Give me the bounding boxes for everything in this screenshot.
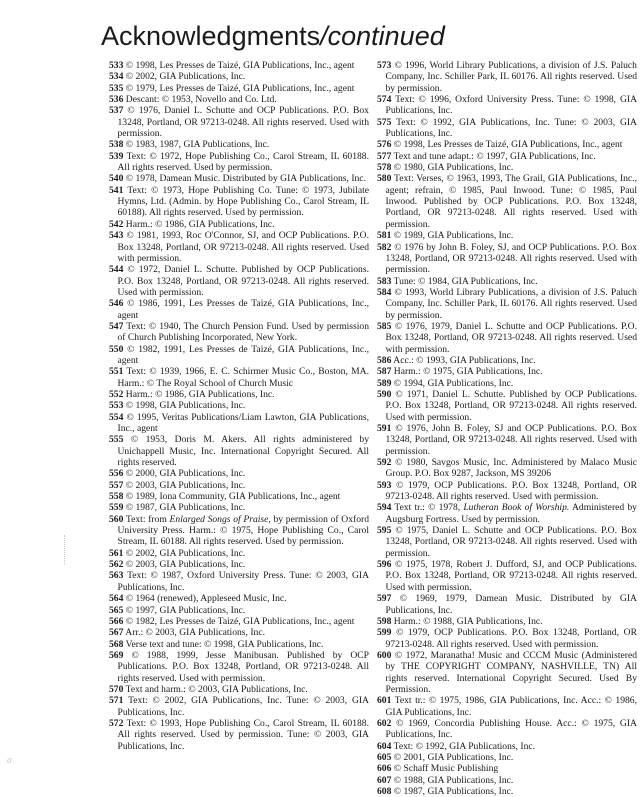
entry-text: © 2002, GIA Publications, Inc. — [125, 71, 246, 83]
acknowledgment-entry — [377, 627, 637, 650]
acknowledgment-entry — [109, 321, 369, 344]
entry-number: 559 — [109, 502, 124, 514]
entry-number: 568 — [109, 638, 124, 650]
entry-number: 536 — [109, 94, 124, 106]
entry-number: 543 — [109, 230, 124, 242]
title-main: Acknowledgments — [101, 21, 321, 51]
entry-text: Text and tune adapt.: © 1997, GIA Publications, Inc. — [393, 150, 596, 162]
entry-text: © 1972, Maranatha! Music and CCCM Music (Administered by THE COPYRIGHT COMPANY, NASHVILLE, TN) All rights reserved. International Copyright Secured. Used By Permission. — [385, 649, 637, 695]
entry-text-pre: Text: from — [125, 513, 170, 525]
entry-number: 553 — [109, 400, 124, 412]
entry-number: 597 — [377, 593, 392, 605]
entry-number: 577 — [377, 150, 392, 162]
entry-text: © 1989, GIA Publications, Inc. — [393, 230, 514, 242]
acknowledgment-entry — [109, 684, 369, 695]
entry-text: © Schaff Music Publishing — [393, 763, 499, 775]
acknowledgment-entry — [109, 559, 369, 570]
acknowledgment-entry — [109, 230, 369, 264]
entry-number: 533 — [109, 60, 124, 71]
entry-text: © 1987, GIA Publications, Inc. — [125, 502, 246, 514]
entry-text: © 1976, 1979, Daniel L. Schutte and OCP Publications. P.O. Box 13248, Portland, OR 97213-0248. All rights reserved. Used with permission. — [385, 320, 637, 355]
acknowledgment-entry — [109, 94, 369, 105]
entry-number: 556 — [109, 468, 124, 480]
acknowledgment-entry — [109, 593, 369, 604]
entry-text-pre: Text tr.: © 1978, — [394, 502, 464, 514]
acknowledgment-entry — [377, 151, 637, 162]
entry-number: 547 — [109, 320, 124, 332]
entry-number: 593 — [377, 479, 392, 491]
entry-text: Text: © 1973, Hope Publishing Co. Tune: © 1973, Jubilate Hymns, Ltd. (Admin. by Hope Publishing Co., Carol Stream, IL 60188). All rights reserved. Used by permission. — [117, 184, 369, 219]
entry-text: © 1980, Savgos Music, Inc. Administered by Malaco Music Group. P.O. Box 9287, Jackson, MS 39206 — [385, 457, 637, 480]
entry-number: 599 — [377, 627, 392, 639]
acknowledgment-entry — [109, 389, 369, 400]
entry-number: 544 — [109, 264, 124, 276]
acknowledgment-entry — [109, 627, 369, 638]
entry-number: 534 — [109, 71, 124, 83]
acknowledgment-entry — [377, 616, 637, 627]
acknowledgment-entry — [377, 695, 637, 718]
acknowledgment-entry — [109, 468, 369, 479]
acknowledgment-entry — [377, 378, 637, 389]
entry-text: © 1982, 1991, Les Presses de Taizé, GIA Publications, Inc., agent — [117, 343, 369, 366]
entry-text: © 1982, Les Presses de Taizé, GIA Publications, Inc., agent — [125, 615, 355, 627]
entry-number: 601 — [377, 695, 392, 707]
entry-text: © 1980, GIA Publications, Inc. — [393, 162, 514, 174]
entry-text: © 2003, GIA Publications, Inc. — [125, 559, 246, 571]
entry-text: © 1976, John B. Foley, SJ and OCP Publications. P.O. Box 13248, Portland, OR 97213-0248. All rights reserved. Used with permission. — [385, 423, 637, 457]
entry-number: 583 — [377, 275, 392, 287]
entry-text: Text tr.: © 1975, 1986, GIA Publications, Inc. Acc.: © 1986, GIA Publications, Inc. — [385, 695, 637, 718]
acknowledgment-entry — [377, 559, 637, 593]
entry-number: 573 — [377, 60, 392, 71]
acknowledgment-entry — [377, 173, 637, 230]
acknowledgment-entry — [109, 480, 369, 491]
acknowledgment-entry — [109, 695, 369, 718]
acknowledgment-entry — [377, 457, 637, 480]
entry-number: 574 — [377, 94, 392, 106]
entry-text: © 1969, Concordia Publishing House. Acc.: © 1975, GIA Publications, Inc. — [385, 717, 637, 741]
entry-text: © 1976 by John B. Foley, SJ, and OCP Publications. P.O. Box 13248, Portland, OR 97213-0248. All rights reserved. Used with permission. — [385, 241, 637, 276]
acknowledgment-entry — [109, 491, 369, 502]
acknowledgment-entry — [109, 400, 369, 411]
acknowledgment-entry — [377, 60, 637, 94]
entry-number: 590 — [377, 388, 392, 400]
entry-number: 575 — [377, 116, 392, 128]
acknowledgment-entry — [377, 230, 637, 241]
entry-number: 554 — [109, 411, 124, 423]
entry-title-italic: Lutheran Book of Worship. — [463, 502, 570, 514]
entry-number: 541 — [109, 184, 124, 196]
entry-number: 576 — [377, 139, 392, 151]
acknowledgment-entry — [109, 639, 369, 650]
acknowledgment-entry — [377, 775, 637, 786]
entry-text: © 1998, Les Presses de Taizé, GIA Publications, Inc., agent — [393, 139, 623, 151]
acknowledgment-entry — [377, 763, 637, 774]
acknowledgment-entry — [377, 593, 637, 616]
entry-text: © 2003, GIA Publications, Inc. — [125, 479, 246, 491]
acknowledgment-entry — [109, 344, 369, 367]
entry-title-italic: Enlarged Songs of Praise, — [169, 513, 271, 525]
acknowledgment-entry — [109, 548, 369, 559]
page-title — [101, 20, 445, 52]
entry-number: 581 — [377, 230, 392, 242]
entry-number: 537 — [109, 105, 124, 117]
entry-number: 580 — [377, 173, 392, 185]
entry-text: Descant: © 1953, Novello and Co. Ltd. — [125, 94, 277, 106]
acknowledgment-entry — [377, 752, 637, 763]
title-continued: /continued — [320, 21, 445, 51]
entry-text: © 1979, Les Presses de Taizé, GIA Publications, Inc., agent — [125, 82, 355, 94]
entry-text: © 1972, Daniel L. Schutte. Published by OCP Publications. P.O. Box 13248, Portland, OR 97213-0248. All rights reserved. Used with permission. — [117, 264, 369, 298]
entry-text: © 1997, GIA Publications, Inc. — [125, 604, 246, 616]
entry-number: 586 — [377, 354, 392, 366]
entry-number: 607 — [377, 774, 392, 786]
entry-number: 551 — [109, 366, 124, 378]
entry-number: 602 — [377, 717, 392, 729]
acknowledgment-entry — [377, 650, 637, 695]
acknowledgment-entry — [377, 741, 637, 752]
entry-text: Arr.: © 2003, GIA Publications, Inc. — [125, 627, 265, 639]
entry-number: 563 — [109, 570, 124, 582]
entry-number: 540 — [109, 173, 124, 185]
gutter-mark — [64, 535, 66, 565]
entry-text: © 1975, 1978, Robert J. Dufford, SJ, and OCP Publications. P.O. Box 13248, Portland, OR 97213-0248. All rights reserved. Used with permission. — [385, 559, 637, 593]
entry-text: Text: © 1939, 1966, E. C. Schirmer Music Co., Boston, MA. Harm.: © The Royal School of Church Music — [117, 366, 369, 389]
entry-text: Text: Verses, © 1963, 1993, The Grail, GIA Publications, Inc., agent; refrain, © 1985, Paul Inwood. Tune: © 1985, Paul Inwood. Published by OCP Publications. P.O. Box 13248, Portland, OR 97213-0248. All rights reserved. Used with permission. — [385, 173, 637, 230]
entry-text: © 1979, OCP Publications. P.O. Box 13248, Portland, OR 97213-0248. All rights reserved. Used with permission. — [385, 479, 637, 503]
entry-number: 598 — [377, 615, 392, 627]
entry-text: Text: © 1987, Oxford University Press. Tune: © 2003, GIA Publications, Inc. — [117, 570, 369, 593]
entry-text: Harm.: © 1986, GIA Publications, Inc. — [125, 388, 275, 400]
entry-text: Harm.: © 1975, GIA Publications, Inc. — [393, 366, 543, 378]
acknowledgment-entry — [377, 139, 637, 150]
acknowledgment-entry — [377, 242, 637, 276]
entry-number: 587 — [377, 366, 392, 378]
entry-text: © 2000, GIA Publications, Inc. — [125, 468, 246, 480]
acknowledgment-entry — [109, 502, 369, 513]
acknowledgment-entry — [109, 514, 369, 548]
acknowledgment-entry — [109, 139, 369, 150]
entry-number: 546 — [109, 298, 124, 310]
entry-number: 535 — [109, 82, 124, 94]
entry-number: 564 — [109, 593, 124, 605]
entry-text: © 1979, OCP Publications. P.O. Box 13248, Portland, OR 97213-0248. All rights reserved. Used with permission. — [385, 627, 637, 650]
entry-text: Text: © 1992, GIA Publications, Inc. Tune: © 2003, GIA Publications, Inc. — [385, 116, 637, 140]
entry-number: 589 — [377, 377, 392, 389]
entry-text: © 1988, 1999, Jesse Manibusan. Published by OCP Publications. P.O. Box 13248, Portland, OR 97213-0248. All rights reserved. Used with permission. — [117, 649, 369, 684]
acknowledgment-entry — [109, 83, 369, 94]
entry-text: Text: © 1972, Hope Publishing Co., Carol Stream, IL 60188. All rights reserved. Used by permission. — [117, 150, 369, 174]
entry-number: 538 — [109, 139, 124, 151]
acknowledgment-entry — [109, 366, 369, 389]
entry-number: 585 — [377, 320, 392, 332]
entry-text: © 2001, GIA Publications, Inc. — [393, 751, 514, 763]
entry-text: Text: © 2002, GIA Publications, Inc. Tune: © 2003, GIA Publications, Inc. — [117, 695, 369, 718]
acknowledgment-entry — [109, 173, 369, 184]
entry-number: 606 — [377, 763, 392, 775]
entry-number: 557 — [109, 479, 124, 491]
acknowledgment-entry — [109, 298, 369, 321]
entry-text: Harm.: © 1986, GIA Publications, Inc. — [125, 218, 275, 230]
entry-number: 558 — [109, 491, 124, 503]
acknowledgment-entry — [109, 71, 369, 82]
acknowledgment-entry — [377, 389, 637, 423]
entry-text: Text: © 1940, The Church Pension Fund. Used by permission of Church Publishing Incorporated, New York. — [117, 320, 369, 344]
acknowledgment-entry — [109, 60, 369, 71]
entry-number: 596 — [377, 559, 392, 571]
acknowledgment-entry — [109, 616, 369, 627]
acknowledgment-entry — [377, 366, 637, 377]
entry-text: © 2002, GIA Publications, Inc. — [125, 547, 246, 559]
corner-mark: σ — [7, 755, 12, 765]
entry-number: 562 — [109, 559, 124, 571]
entry-text: © 1978, Damean Music. Distributed by GIA Publications, Inc. — [125, 173, 366, 185]
acknowledgment-entry — [109, 605, 369, 616]
entry-text: © 1976, Daniel L. Schutte and OCP Publications. P.O. Box 13248, Portland, OR 97213-0248. All rights reserved. Used with permission. — [117, 105, 369, 140]
entry-text: © 1993, World Library Publications, a division of J.S. Paluch Company, Inc. Schiller Park, IL 60176. All rights reserved. Used by permission. — [385, 286, 637, 321]
entry-number: 594 — [377, 502, 392, 514]
entry-text: Text and harm.: © 2003, GIA Publications, Inc. — [125, 683, 308, 695]
entry-number: 555 — [109, 434, 124, 446]
acknowledgment-entry — [377, 480, 637, 503]
entry-number: 600 — [377, 649, 392, 661]
acknowledgment-entry — [109, 650, 369, 684]
entry-number: 561 — [109, 547, 124, 559]
entry-number: 571 — [109, 695, 124, 707]
acknowledgment-entry — [109, 185, 369, 219]
entry-number: 566 — [109, 615, 124, 627]
entry-number: 592 — [377, 457, 392, 469]
entry-text: © 1998, Les Presses de Taizé, GIA Publications, Inc., agent — [125, 60, 355, 71]
acknowledgment-entry — [109, 412, 369, 435]
entry-text: Text: © 1993, Hope Publishing Co., Carol Stream, IL 60188. All rights reserved. Used by permission. Tune: © 2003, GIA Publications, Inc. — [117, 717, 369, 752]
acknowledgment-entry — [377, 276, 637, 287]
entry-text: Tune: © 1984, GIA Publications, Inc. — [393, 275, 538, 287]
entry-text: © 1995, Veritas Publications/Liam Lawton, GIA Publications, Inc., agent — [117, 411, 369, 434]
entry-text: © 1994, GIA Publications, Inc. — [393, 377, 514, 389]
entry-text: © 1989, Iona Community, GIA Publications, Inc., agent — [125, 491, 341, 503]
left-column — [109, 60, 369, 752]
acknowledgment-entry — [109, 151, 369, 174]
entry-number: 578 — [377, 162, 392, 174]
entry-text: © 1969, 1979, Damean Music. Distributed by GIA Publications, Inc. — [385, 593, 637, 616]
acknowledgment-entry — [377, 287, 637, 321]
entry-text: Verse text and tune: © 1998, GIA Publications, Inc. — [125, 638, 324, 650]
entry-text: © 1964 (renewed), Appleseed Music, Inc. — [125, 593, 287, 605]
entry-number: 565 — [109, 604, 124, 616]
entry-text: © 1975, Daniel L. Schutte and OCP Publications. P.O. Box 13248, Portland, OR 97213-0248. All rights reserved. Used with permission. — [385, 525, 637, 559]
entry-text-post: by permission of Oxford University Press. Harm.: © 1975, Hope Publishing Co., Carol Stream, IL 60188. All rights reserved. Used by permission. — [117, 513, 369, 548]
acknowledgment-entry — [377, 355, 637, 366]
entry-text: © 1971, Daniel L. Schutte. Published by OCP Publications. P.O. Box 13248, Portland, OR 97213-0248. All rights reserved. Used with permission. — [385, 388, 637, 423]
acknowledgment-entry — [109, 718, 369, 752]
entry-text: © 1996, World Library Publications, a division of J.S. Paluch Company, Inc. Schiller Park, IL 60176. All rights reserved. Used by permission. — [385, 60, 637, 94]
entry-text: Text: © 1996, Oxford University Press. Tune: © 1998, GIA Publications, Inc. — [385, 94, 637, 117]
entry-text-post: Administered by Augsburg Fortress. Used by permission. — [385, 502, 637, 525]
entry-number: 570 — [109, 683, 124, 695]
entry-text: © 1998, GIA Publications, Inc. — [125, 400, 246, 412]
acknowledgment-entry — [377, 321, 637, 355]
entry-text: © 1988, GIA Publications, Inc. — [393, 774, 514, 786]
entry-text: © 1987, GIA Publications, Inc. — [393, 786, 514, 797]
entry-text: Acc.: © 1993, GIA Publications, Inc. — [393, 354, 536, 366]
acknowledgment-entry — [377, 94, 637, 117]
entry-text: © 1953, Doris M. Akers. All rights administered by Unichappell Music, Inc. International Copyright Secured. All rights reserved. — [117, 434, 369, 469]
acknowledgment-entry — [377, 162, 637, 173]
entry-number: 569 — [109, 649, 124, 661]
acknowledgment-entry — [377, 718, 637, 741]
right-column — [377, 60, 637, 797]
entry-number: 605 — [377, 751, 392, 763]
entry-number: 572 — [109, 717, 124, 729]
acknowledgment-entry — [109, 264, 369, 298]
entry-text: Harm.: © 1988, GIA Publications, Inc. — [393, 615, 543, 627]
entry-number: 591 — [377, 423, 392, 434]
acknowledgment-entry — [377, 423, 637, 457]
entry-number: 539 — [109, 150, 124, 162]
entry-number: 542 — [109, 218, 124, 230]
entry-text: © 1981, 1993, Roc O'Connor, SJ, and OCP Publications. P.O. Box 13248, Portland, OR 97213-0248. All rights reserved. Used with permission. — [117, 230, 369, 264]
acknowledgment-entry — [109, 434, 369, 468]
acknowledgment-entry — [377, 525, 637, 559]
acknowledgment-entry — [109, 105, 369, 139]
entry-number: 552 — [109, 388, 124, 400]
entry-number: 584 — [377, 286, 392, 298]
entry-text: Text: © 1992, GIA Publications, Inc. — [393, 740, 536, 752]
entry-number: 595 — [377, 525, 392, 537]
acknowledgment-entry — [377, 117, 637, 140]
entry-text: © 1986, 1991, Les Presses de Taizé, GIA Publications, Inc., agent — [117, 298, 369, 321]
acknowledgment-entry — [377, 786, 637, 797]
acknowledgment-entry — [109, 570, 369, 593]
entry-number: 567 — [109, 627, 124, 639]
entry-text: © 1983, 1987, GIA Publications, Inc. — [125, 139, 270, 151]
entry-number: 560 — [109, 513, 124, 525]
acknowledgment-entry — [109, 219, 369, 230]
entry-number: 582 — [377, 241, 392, 253]
entry-number: 550 — [109, 343, 124, 355]
entry-number: 608 — [377, 786, 392, 797]
entry-number: 604 — [377, 740, 392, 752]
acknowledgment-entry — [377, 502, 637, 525]
